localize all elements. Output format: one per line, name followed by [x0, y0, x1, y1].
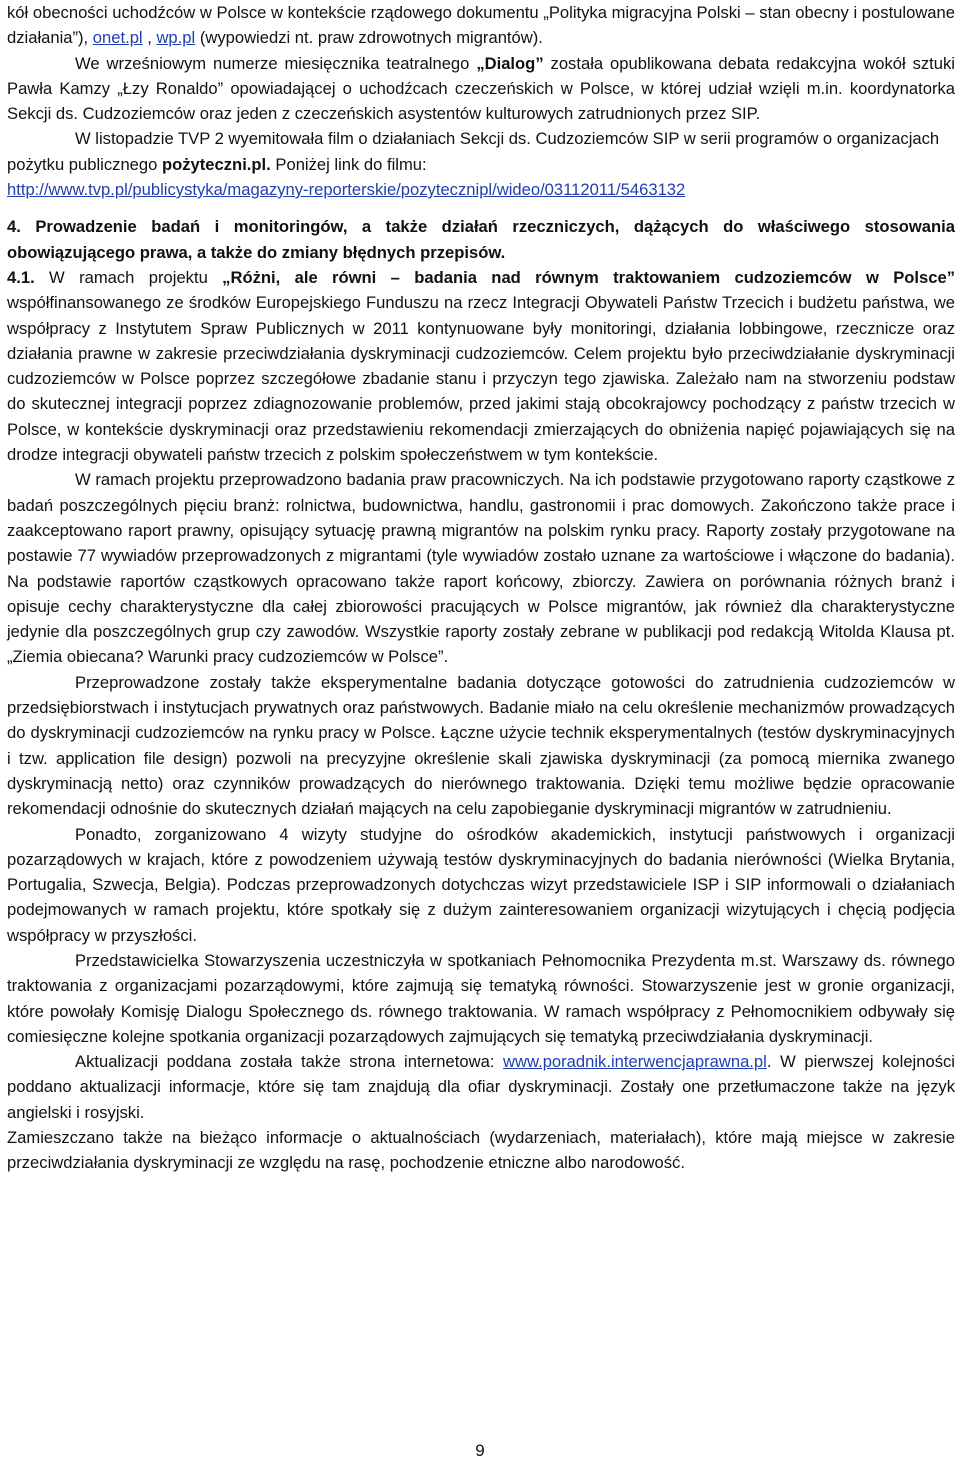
spacer [7, 202, 955, 214]
link-wp[interactable]: wp.pl [156, 28, 196, 48]
link-poradnik[interactable]: www.poradnik.interwencjaprawna.pl [503, 1052, 767, 1072]
paragraph-tvp-film: W listopadzie TVP 2 wyemitowała film o działaniach Sekcji ds. Cudzoziemców SIP w serii programów o organizacjach pożytku publicznego pożyteczni.pl. Poniżej link do filmu: http://www.tvp.pl/publicystyka/magazyny-reporterskie/pozytecznipl/wideo/03112011/5463132 [7, 129, 940, 200]
link-onet[interactable]: onet.pl [92, 28, 143, 48]
paragraph-dialog-magazine: We wrześniowym numerze miesięcznika teatralnego „Dialog” została opublikowana debata redakcyjna wokół sztuki Pawła Kamzy „Łzy Ronaldo” opowiadającej o uchodźcach czeczeńskich w Polsce, w której udział wzięli m.in. koordynatorka Sekcji ds. Cudzoziemców oraz jeden z czeczeńskich asystentów kulturowych zatrudnionych przez SIP. [7, 53, 955, 124]
section-4-heading: 4. Prowadzenie badań i monitoringów, a także działań rzeczniczych, dążących do właściwego stosowania obowiązującego prawa, a także do zmiany błędnych przepisów. [7, 217, 955, 262]
paragraph-study-visits: Ponadto, zorganizowano 4 wizyty studyjne do ośrodków akademickich, instytucji państwowych i organizacji pozarządowych w krajach, które z powodzeniem używają testów dyskryminacyjnych do badania nierówności (Wielka Brytania, Portugalia, Szwecja, Belgia). Podczas przeprowadzonych dotychczas wizyt przedstawiciele ISP i SIP informowali o działaniach podejmowanych w ramach projektu, które spotkały się z dużym zainteresowaniem organizacji wizytujących i chęcią podjęcia współpracy w przyszłości. [7, 824, 955, 945]
paragraph-experimental-research: Przeprowadzone zostały także eksperymentalne badania dotyczące gotowości do zatrudnienia cudzoziemców w przedsiębiorstwach i instytucjach prywatnych oraz państwowych. Badanie miało na celu określenie mechanizmów prowadzących do dyskryminacji cudzoziemców na rynku pracy w Polsce. Łączne użycie technik eksperymentalnych (testów dyskryminacyjnych i tzw. application file design) pozwoli na precyzyjne określenie skali zjawiska dyskryminacji (za pomocą miernika zwanego dyskryminacją netto) oraz czynników prowadzących do nierównego traktowania. Dzięki temu możliwe będzie opracowanie rekomendacji odnośnie do skutecznych działań mających na celu zapobieganie dyskryminacji migrantów w zatrudnieniu. [7, 672, 955, 819]
page-number: 9 [475, 1441, 485, 1460]
link-tvp-video[interactable]: http://www.tvp.pl/publicystyka/magazyny-reporterskie/pozytecznipl/wideo/03112011/5463132 [7, 180, 686, 200]
paragraph-news-updates: Zamieszczano także na bieżąco informacje o aktualnościach (wydarzeniach, materiałach), które mają miejsce w zakresie przeciwdziałania dyskryminacji ze względu na rasę, pochodzenie etniczne albo narodowość. [7, 1128, 955, 1173]
paragraph-website-update: Aktualizacji poddana została także strona internetowa: www.poradnik.interwencjaprawna.pl. W pierwszej kolejności poddano aktualizacji informacje, które się tam znajdują dla ofiar dyskryminacji. Zostały one przetłumaczone także na język angielski i rosyjski. [7, 1052, 955, 1122]
paragraph-refugees-media: kół obecności uchodźców w Polsce w kontekście rządowego dokumentu „Polityka migracyjna Polski – stan obecny i postulowane działania”), onet.pl , wp.pl (wypowiedzi nt. praw zdrowotnych migrantów). [7, 3, 955, 48]
document-page [7, 0, 955, 1176]
paragraph-section-4-1: 4.1. W ramach projektu „Różni, ale równi – badania nad równym traktowaniem cudzoziemców w Polsce” współfinansowanego ze środków Europejskiego Funduszu na rzecz Integracji Obywateli Państw Trzecich i budżetu państwa, we współpracy z Instytutem Spraw Publicznych w 2011 kontynuowane były monitoringi, działania lobbingowe, rzecznicze oraz działania prawne w zakresie przeciwdziałania dyskryminacji cudzoziemców. Celem projektu było przeciwdziałanie dyskryminacji cudzoziemców w Polsce poprzez szczegółowe zbadanie stanu i przyczyn tego zjawiska. Zależało nam na stworzeniu podstaw do skutecznej integracji poprzez zdiagnozowanie problemów, przed jakimi stają obcokrajowcy pochodzący z państw trzecich w Polsce, w kontekście dyskryminacji oraz przedstawieniu rekomendacji zmierzających do obniżenia napięć pojawiających się na drodze integracji obywateli państw trzecich z polskim społeczeństwem w tym kontekście. [7, 267, 956, 465]
paragraph-warsaw-meetings: Przedstawicielka Stowarzyszenia uczestniczyła w spotkaniach Pełnomocnika Prezydenta m.st. Warszawy ds. równego traktowania z organizacjami pozarządowymi, które zajmują się tematyką równości. Stowarzyszenie jest w gronie organizacji, które powołały Komisję Dialogu Społecznego ds. równego traktowania. W ramach współpracy z Pełnomocnikiem odbywały się comiesięczne kolejne spotkania organizacji pozarządowych zajmujących się tematyką przeciwdziałania dyskryminacji. [7, 950, 955, 1046]
paragraph-labour-rights: W ramach projektu przeprowadzono badania praw pracowniczych. Na ich podstawie przygotowano raporty cząstkowe z badań poszczególnych pięciu branż: rolnictwa, budownictwa, handlu, gastronomii i prac domowych. Zakończono także prace i zaakceptowano raport prawny, opisujący sytuację prawną migrantów na polskim rynku pracy. Raporty zostały przygotowane na postawie 77 wywiadów przeprowadzonych z migrantami (tyle wywiadów zostało uznane za wartościowe i włączone do badania). Na podstawie raportów cząstkowych opracowano także raport końcowy, zbiorczy. Zawiera on porównania różnych branż i opisuje cechy charakterystyczne dla całej zbiorowości pracujących w Polsce migrantów, jak również dla charakterystyczne jedynie dla poszczególnych grup czy zawodów. Wszystkie raporty zostały zebrane w publikacji pod redakcją Witolda Klausa pt. „Ziemia obiecana? Warunki pracy cudzoziemców w Polsce”. [7, 470, 955, 667]
